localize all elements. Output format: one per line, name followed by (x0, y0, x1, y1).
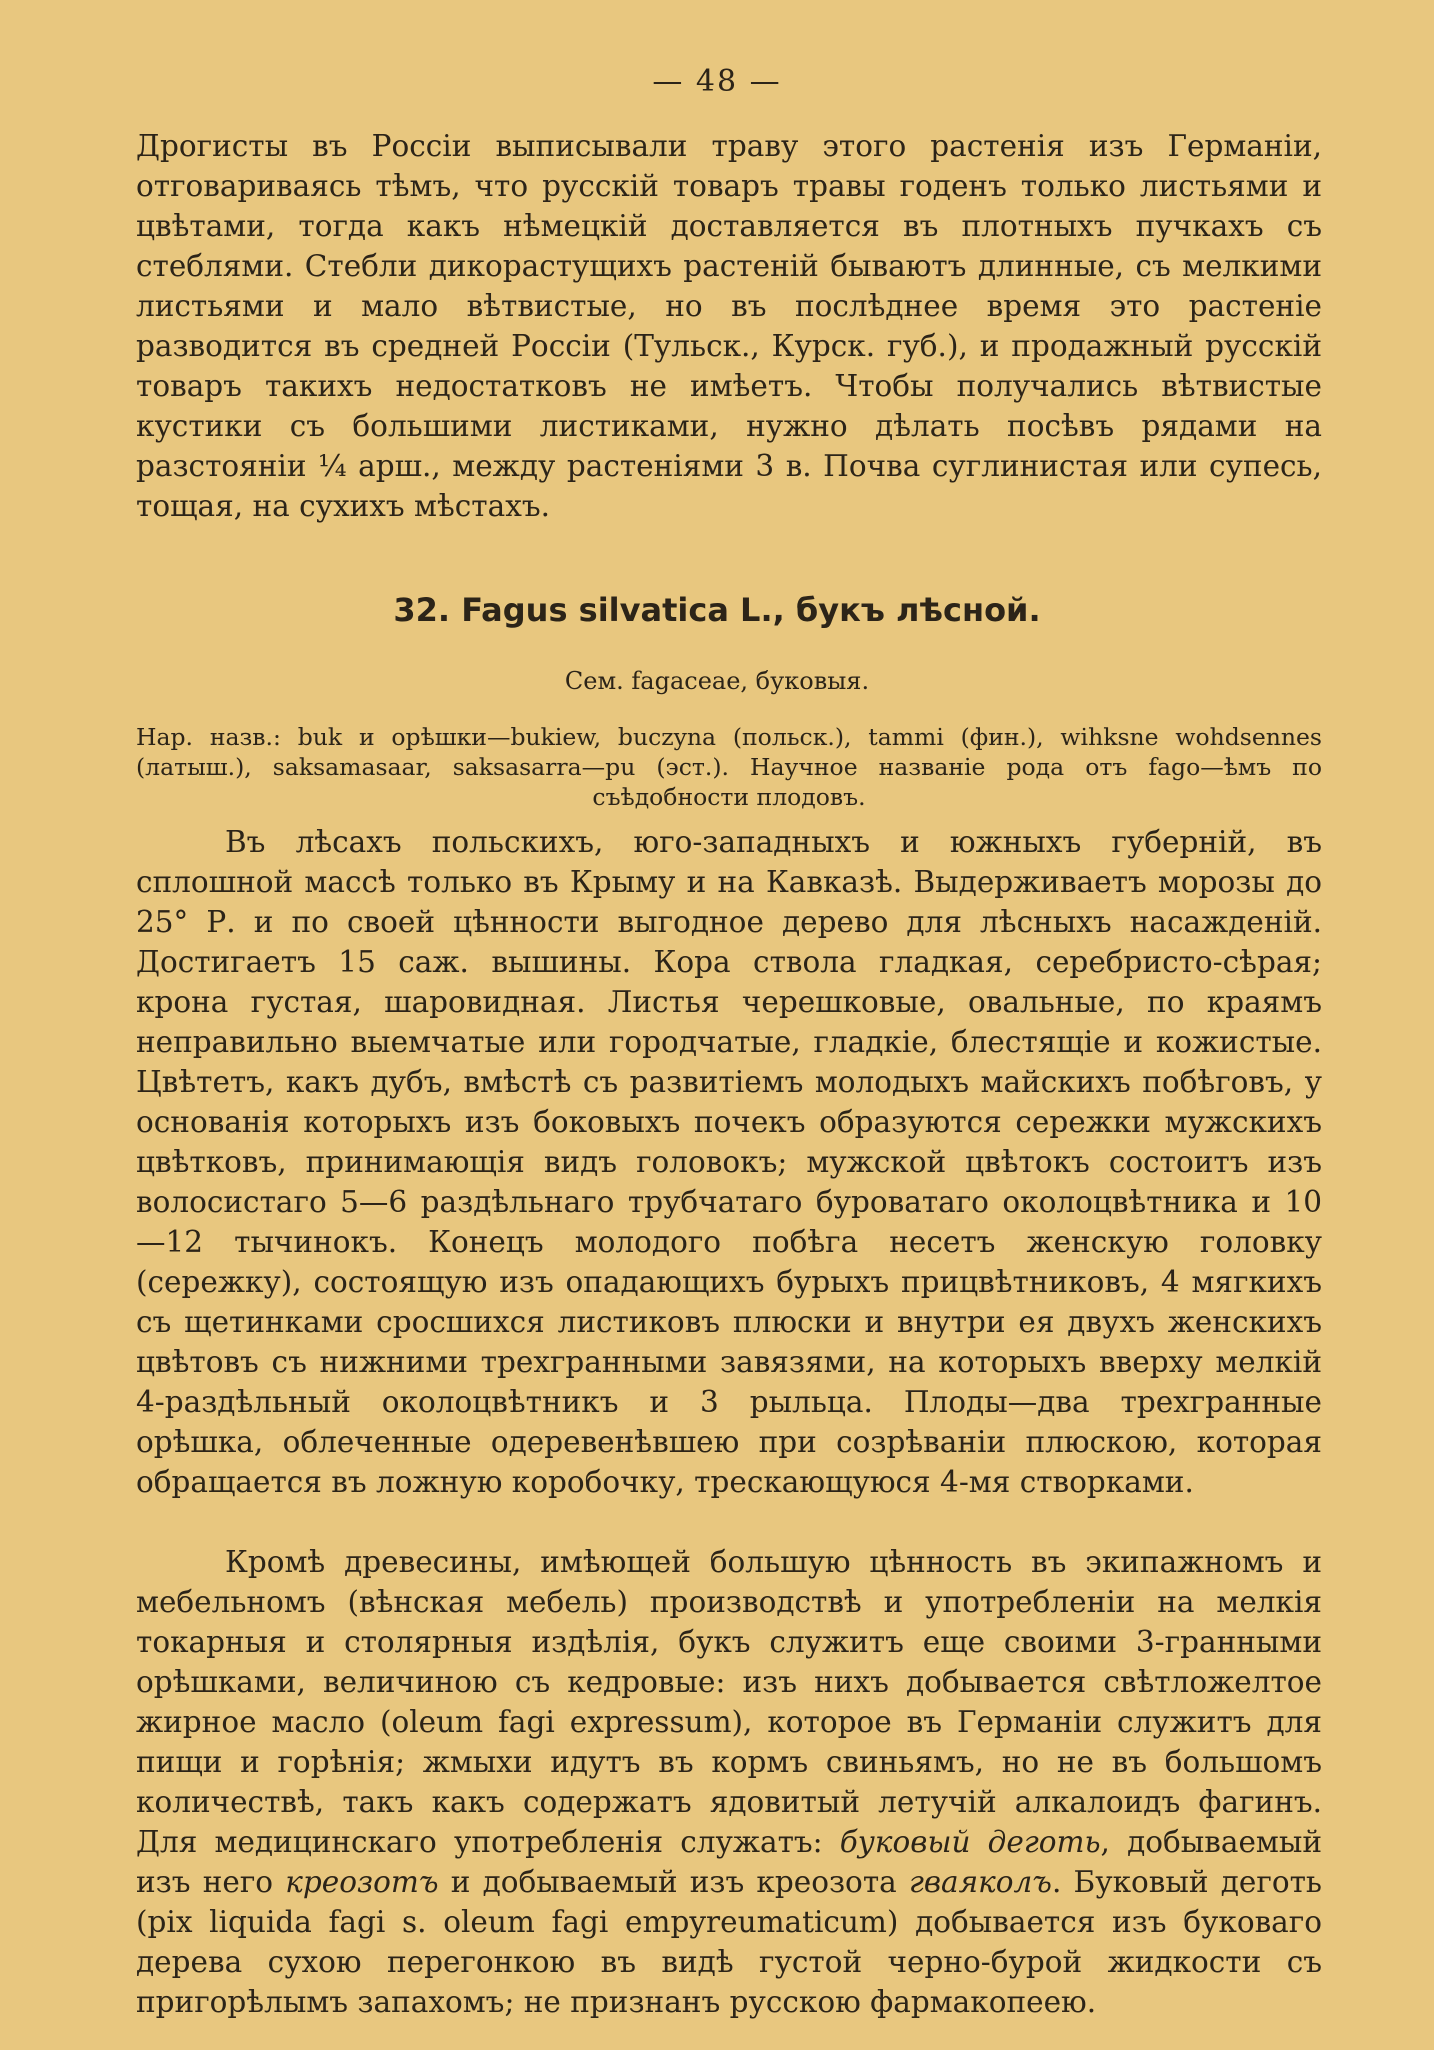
term-creosote: креозотъ (285, 1865, 439, 1899)
paragraph-cultivation: Дрогисты въ Россіи выписывали траву этого растенія изъ Германіи, отговариваясь тѣмъ, что русскій товаръ травы годенъ только листьями и цвѣтами, тогда какъ нѣмецкій доставляется въ плотныхъ пучкахъ съ стеблями. Стебли дикорастущихъ растеній бываютъ длинные, съ мелкими листьями и мало вѣтвистые, но въ послѣднее время это растеніе разводится въ средней Россіи (Тульск., Курск. губ.), и продажный русскій товаръ такихъ недостатковъ не имѣетъ. Чтобы получались вѣтвистые кустики съ большими листиками, нужно дѣлать посѣвъ рядами на разстояніи ¼ арш., между растеніями 3 в. Почва суглинистая или супесь, тощая, на сухихъ мѣстахъ. (136, 129, 1322, 523)
term-beech-tar: буковый деготь (839, 1825, 1101, 1859)
section-heading: 32. Fagus silvatica L., букъ лѣсной. (393, 591, 1041, 629)
term-guaiacol: гваяколъ (908, 1865, 1052, 1899)
vernacular-names: Нар. назв.: buk и орѣшки—bukiew, buczyna (польск.), tammi (фин.), wihksne wohdsennes (латыш.), saksamasaar, saksasarra—pu (эст.). Научное названіе рода отъ fago—ѣмъ по съѣдобности плодовъ. (136, 723, 1322, 811)
paragraph-uses (136, 1542, 1322, 2022)
family-line: Сем. fagaceae, буковыя. (564, 667, 870, 695)
page-number: — 48 — (652, 64, 782, 99)
uses-text-part-1: Кромѣ древесины, имѣющей большую цѣнность въ экипажномъ и мебельномъ (вѣнская мебель) производствѣ и употребленіи на мелкія токарныя и столярныя издѣлія, букъ служитъ еще своими 3-гранными орѣшками, величиною съ кедровые: изъ нихъ добывается свѣтложелтое жирное масло (oleum fagi expressum), которое въ Германіи служитъ для пищи и горѣнія; жмыхи идутъ въ кормъ свиньямъ, но не въ большомъ количествѣ, такъ какъ содержатъ ядовитый летучій алкалоидъ фагинъ. Для медицинскаго употребленія служатъ: (136, 1545, 1322, 1859)
uses-text-part-3: и добываемый изъ креозота (438, 1865, 909, 1899)
paragraph-description: Въ лѣсахъ польскихъ, юго-западныхъ и южныхъ губерній, въ сплошной массѣ только въ Крыму и на Кавказѣ. Выдерживаетъ морозы до 25° Р. и по своей цѣнности выгодное дерево для лѣсныхъ насажденій. Достигаетъ 15 саж. вышины. Кора ствола гладкая, серебристо-сѣрая; крона густая, шаровидная. Листья черешковые, овальные, по краямъ неправильно выемчатые или городчатые, гладкіе, блестящіе и кожистые. Цвѣтетъ, какъ дубъ, вмѣстѣ съ развитіемъ молодыхъ майскихъ побѣговъ, у основанія которыхъ изъ боковыхъ почекъ образуются сережки мужскихъ цвѣтковъ, принимающія видъ головокъ; мужской цвѣтокъ состоитъ изъ волосистаго 5—6 раздѣльнаго трубчатаго буроватаго околоцвѣтника и 10—12 тычинокъ. Конецъ молодого побѣга несетъ женскую головку (сережку), состоящую изъ опадающихъ бурыхъ прицвѣтниковъ, 4 мягкихъ съ щетинками сросшихся листиковъ плюски и внутри ея двухъ женскихъ цвѣтовъ съ нижними трехгранными завязями, на которыхъ вверху мелкій 4-раздѣльный околоцвѣтникъ и 3 рыльца. Плоды—два трехгранные орѣшка, облеченные одеревенѣвшею при созрѣваніи плюскою, которая обращается въ ложную коробочку, трескающуюся 4-мя створками. (136, 825, 1322, 1499)
uses-text-part-4: . Буковый деготь (pix liquida fagi s. oleum fagi empyreumaticum) добывается изъ буковаго дерева сухою перегонкою въ видѣ густой черно-бурой жидкости съ пригорѣлымъ запахомъ; не признанъ русскою фармакопеею. (136, 1865, 1322, 2019)
uses-text-part-2: , добываемый изъ него (136, 1825, 1322, 1899)
